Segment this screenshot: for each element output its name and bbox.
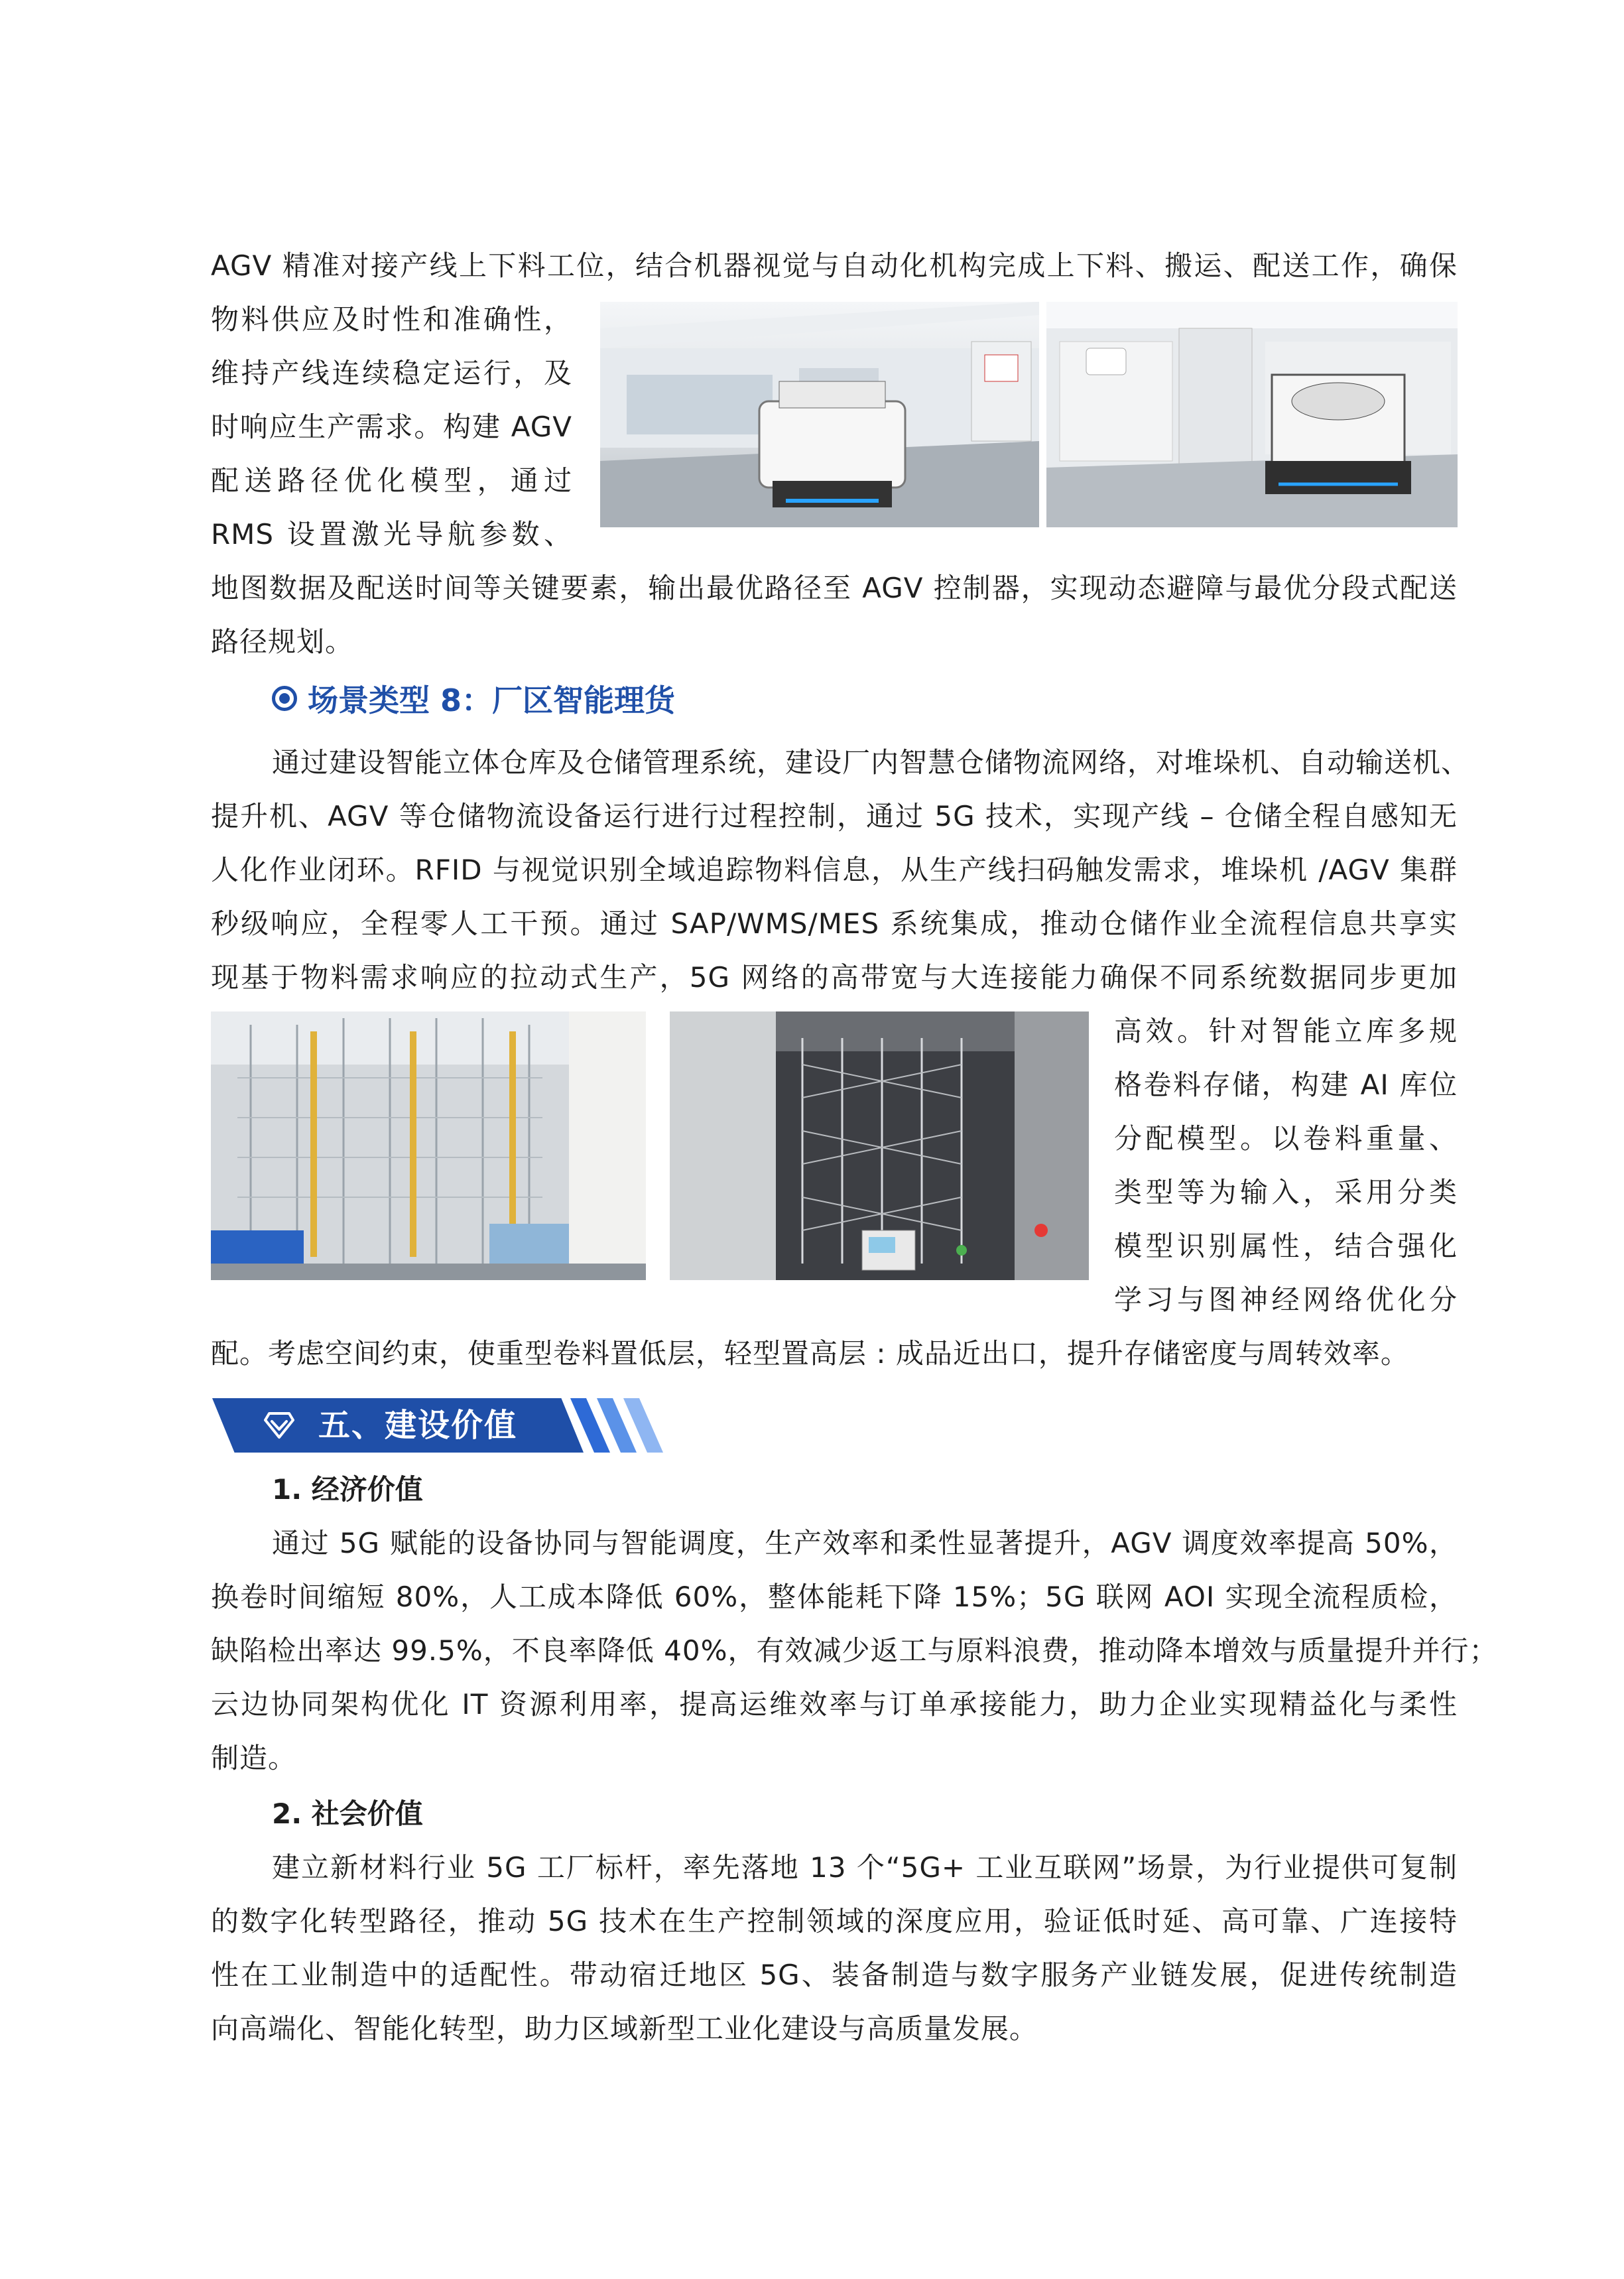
scenario-8-right-line-2: 格卷料存储，构建 AI 库位 (1114, 1069, 1458, 1101)
scenario-8-last-line: 配。考虑空间约束，使重型卷料置低层，轻型置高层 : 成品近出口，提升存储密度与周转效率。 (211, 1337, 1409, 1370)
scenario-8-line-3: 人化作业闭环。RFID 与视觉识别全域追踪物料信息，从生产线扫码触发需求，堆垛机 /AGV 集群 (211, 854, 1458, 886)
section-5-banner (212, 1398, 650, 1453)
agv-unwinder-photo (1046, 302, 1458, 527)
agv-left-line-4: 配送路径优化模型，通过 (211, 464, 572, 497)
agv-line-8: 路径规划。 (211, 625, 354, 658)
agv-line-7: 地图数据及配送时间等关键要素，输出最优路径至 AGV 控制器，实现动态避障与最优分段式配送 (211, 572, 1458, 604)
warehouse-racks-photo-2 (670, 1011, 1089, 1280)
agv-left-line-5: RMS 设置激光导航参数、 (211, 518, 572, 551)
scenario-8-title-text: 场景类型 8：厂区智能理货 (308, 683, 676, 718)
social-line-1: 建立新材料行业 5G 工厂标杆，率先落地 13 个“5G+ 工业互联网”场景，为行业提供可复制 (272, 1851, 1458, 1884)
scenario-8-right-line-3: 分配模型。以卷料重量、 (1114, 1122, 1458, 1155)
agv-line-1: AGV 精准对接产线上下料工位，结合机器视觉与自动化机构完成上下料、搬运、配送工作，确保 (211, 249, 1458, 282)
scenario-8-right-line-6: 学习与图神经网络优化分 (1114, 1283, 1458, 1316)
agv-left-line-1: 物料供应及时性和准确性， (211, 303, 572, 336)
economic-line-4: 云边协同架构优化 IT 资源利用率，提高运维效率与订单承接能力，助力企业实现精益化与柔性 (211, 1688, 1458, 1721)
scenario-8-line-5: 现基于物料需求响应的拉动式生产，5G 网络的高带宽与大连接能力确保不同系统数据同步更加 (211, 961, 1458, 994)
economic-line-2: 换卷时间缩短 80%，人工成本降低 60%，整体能耗下降 15%；5G 联网 AOI 实现全流程质检， (211, 1581, 1458, 1613)
section-5-title: 五、建设价值 (318, 1407, 518, 1444)
agv-left-line-3: 时响应生产需求。构建 AGV (211, 411, 572, 443)
economic-line-5: 制造。 (211, 1742, 297, 1774)
target-icon (272, 686, 297, 711)
economic-line-3: 缺陷检出率达 99.5%，不良率降低 40%，有效减少返工与原料浪费，推动降本增效与质量提升并行； (211, 1634, 1498, 1667)
social-line-3: 性在工业制造中的适配性。带动宿迁地区 5G、装备制造与数字服务产业链发展，促进传统制造 (211, 1959, 1458, 1991)
economic-value-heading: 1. 经济价值 (272, 1473, 423, 1506)
scenario-8-line-1: 通过建设智能立体仓库及仓储管理系统，建设厂内智慧仓储物流网络，对堆垛机、自动输送机、 (272, 746, 1470, 779)
social-line-4: 向高端化、智能化转型，助力区域新型工业化建设与高质量发展。 (211, 2012, 1038, 2045)
diamond-icon (264, 1411, 294, 1440)
social-line-2: 的数字化转型路径，推动 5G 技术在生产控制领域的深度应用，验证低时延、高可靠、广连接特 (211, 1905, 1458, 1937)
scenario-8-right-line-4: 类型等为输入，采用分类 (1114, 1176, 1458, 1208)
scenario-8-right-line-1: 高效。针对智能立库多规 (1114, 1015, 1458, 1047)
warehouse-racks-photo-1 (211, 1011, 646, 1280)
agv-left-line-2: 维持产线连续稳定运行，及 (211, 357, 572, 389)
economic-line-1: 通过 5G 赋能的设备协同与智能调度，生产效率和柔性显著提升，AGV 调度效率提高 50%， (272, 1527, 1458, 1559)
agv-production-line-photo (600, 302, 1039, 527)
scenario-8-line-4: 秒级响应，全程零人工干预。通过 SAP/WMS/MES 系统集成，推动仓储作业全流程信息共享实 (211, 907, 1458, 940)
scenario-8-line-2: 提升机、AGV 等仓储物流设备运行进行过程控制，通过 5G 技术，实现产线 – 仓储全程自感知无 (211, 800, 1458, 832)
scenario-8-right-line-5: 模型识别属性，结合强化 (1114, 1230, 1458, 1262)
scenario-8-title (272, 677, 675, 720)
social-value-heading: 2. 社会价值 (272, 1797, 423, 1830)
